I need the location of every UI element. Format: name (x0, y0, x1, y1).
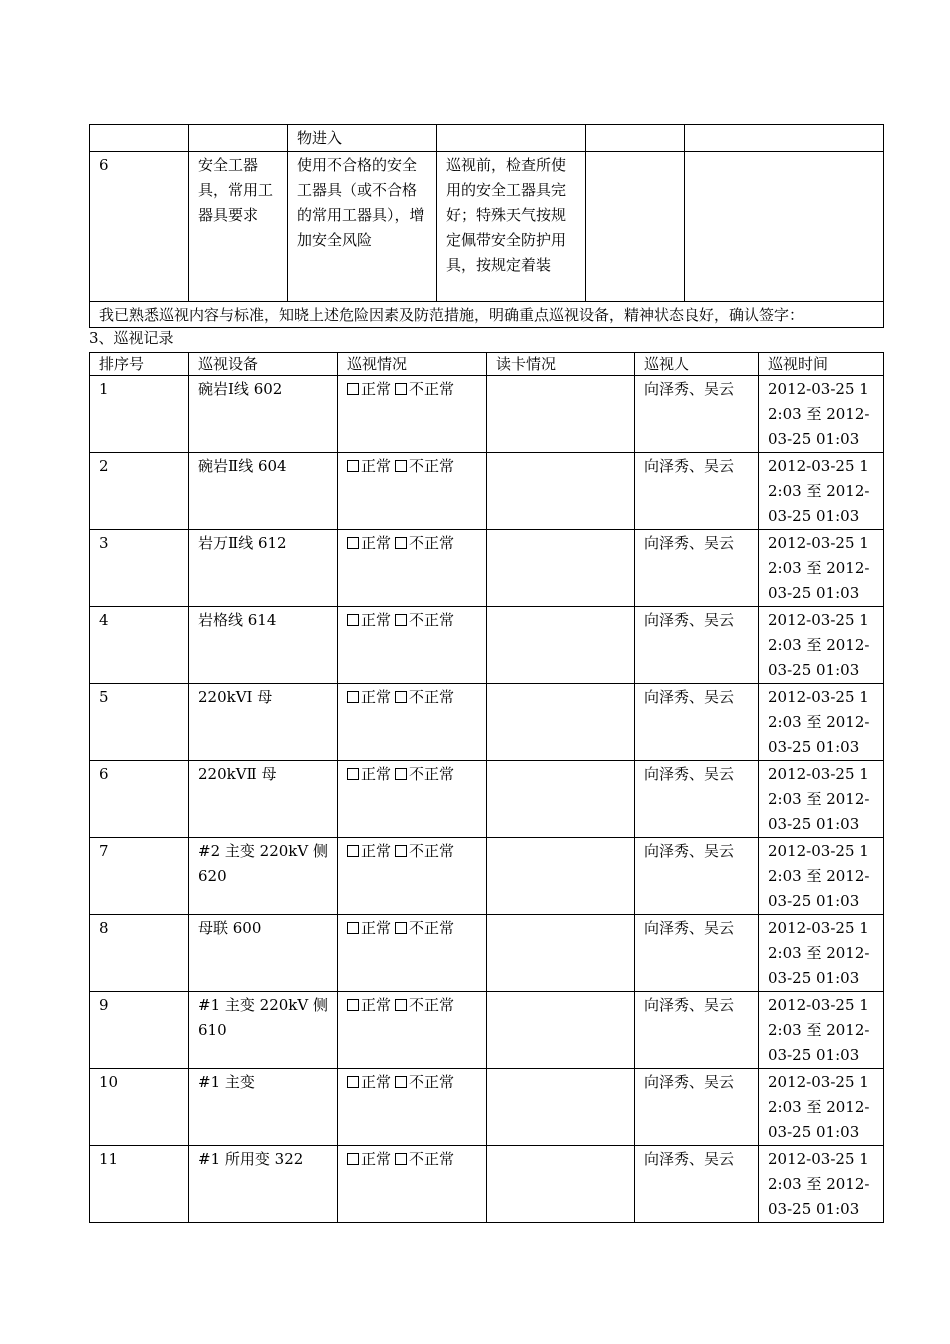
row-card (487, 530, 635, 607)
abnormal-option[interactable] (395, 996, 454, 1014)
row-time: 2012-03-25 12:03 至 2012-03-25 01:03 (759, 838, 884, 915)
normal-option[interactable] (347, 919, 391, 937)
checkbox-icon[interactable] (395, 1153, 407, 1165)
table-row (90, 376, 884, 453)
row-status (338, 376, 487, 453)
checkbox-icon[interactable] (347, 845, 359, 857)
abnormal-option[interactable] (395, 457, 454, 475)
row-inspector: 向泽秀、吴云 (635, 838, 759, 915)
normal-label: 正常 (361, 688, 392, 706)
normal-label: 正常 (361, 996, 392, 1014)
row-card (487, 607, 635, 684)
normal-label: 正常 (361, 611, 392, 629)
row-no: 10 (90, 1069, 189, 1146)
risk-col5 (586, 125, 685, 152)
row-inspector: 向泽秀、吴云 (635, 607, 759, 684)
row-status (338, 992, 487, 1069)
row-card (487, 1146, 635, 1223)
row-card (487, 838, 635, 915)
normal-label: 正常 (361, 919, 392, 937)
row-time: 2012-03-25 12:03 至 2012-03-25 01:03 (759, 1069, 884, 1146)
table-row (90, 607, 884, 684)
normal-label: 正常 (361, 842, 392, 860)
risk-col5 (586, 152, 685, 302)
row-status (338, 530, 487, 607)
row-status (338, 684, 487, 761)
header-no: 排序号 (90, 353, 189, 376)
row-card (487, 453, 635, 530)
risk-item (189, 125, 288, 152)
risk-measure: 巡视前，检查所使用的安全工器具完好；特殊天气按规定佩带安全防护用具，按规定着装 (437, 152, 586, 302)
row-time: 2012-03-25 12:03 至 2012-03-25 01:03 (759, 453, 884, 530)
risk-hazard: 物进入 (288, 125, 437, 152)
row-status (338, 761, 487, 838)
table-row (90, 684, 884, 761)
row-card (487, 992, 635, 1069)
row-device: 岩格线 614 (189, 607, 338, 684)
normal-label: 正常 (361, 534, 392, 552)
row-time: 2012-03-25 12:03 至 2012-03-25 01:03 (759, 915, 884, 992)
normal-option[interactable] (347, 457, 391, 475)
checkbox-icon[interactable] (395, 922, 407, 934)
header-device: 巡视设备 (189, 353, 338, 376)
risk-row (90, 152, 884, 302)
abnormal-label: 不正常 (409, 919, 455, 937)
normal-label: 正常 (361, 765, 392, 783)
normal-label: 正常 (361, 1150, 392, 1168)
abnormal-label: 不正常 (409, 457, 455, 475)
abnormal-label: 不正常 (409, 611, 455, 629)
normal-option[interactable] (347, 996, 391, 1014)
normal-label: 正常 (361, 457, 392, 475)
row-device: 碗岩Ⅰ线 602 (189, 376, 338, 453)
risk-row (90, 125, 884, 152)
row-no: 11 (90, 1146, 189, 1223)
row-no: 6 (90, 761, 189, 838)
abnormal-option[interactable] (395, 1150, 454, 1168)
risk-col6 (685, 152, 884, 302)
row-inspector: 向泽秀、吴云 (635, 684, 759, 761)
row-time: 2012-03-25 12:03 至 2012-03-25 01:03 (759, 1146, 884, 1223)
row-no: 5 (90, 684, 189, 761)
row-time: 2012-03-25 12:03 至 2012-03-25 01:03 (759, 992, 884, 1069)
row-inspector: 向泽秀、吴云 (635, 1069, 759, 1146)
row-card (487, 376, 635, 453)
row-card (487, 915, 635, 992)
abnormal-label: 不正常 (409, 1150, 455, 1168)
abnormal-label: 不正常 (409, 996, 455, 1014)
row-card (487, 761, 635, 838)
normal-option[interactable] (347, 534, 391, 552)
row-device: #2 主变 220kV 侧 620 (189, 838, 338, 915)
row-device: 220kVⅡ 母 (189, 761, 338, 838)
checkbox-icon[interactable] (395, 1076, 407, 1088)
header-time: 巡视时间 (759, 353, 884, 376)
header-row (90, 353, 884, 376)
row-inspector: 向泽秀、吴云 (635, 915, 759, 992)
checkbox-icon[interactable] (347, 537, 359, 549)
statement-row (90, 302, 884, 328)
checkbox-icon[interactable] (347, 1076, 359, 1088)
table-row (90, 453, 884, 530)
normal-label: 正常 (361, 380, 392, 398)
table-row (90, 1146, 884, 1223)
checkbox-icon[interactable] (395, 460, 407, 472)
table-row (90, 1069, 884, 1146)
normal-option[interactable] (347, 688, 391, 706)
row-status (338, 1069, 487, 1146)
abnormal-option[interactable] (395, 842, 454, 860)
abnormal-option[interactable] (395, 1073, 454, 1091)
row-device: 碗岩Ⅱ线 604 (189, 453, 338, 530)
row-device: 岩万Ⅱ线 612 (189, 530, 338, 607)
risk-no: 6 (90, 152, 189, 302)
table-row (90, 915, 884, 992)
table-row (90, 992, 884, 1069)
row-no: 1 (90, 376, 189, 453)
normal-option[interactable] (347, 380, 391, 398)
table-row (90, 761, 884, 838)
confirmation-statement: 我已熟悉巡视内容与标准，知晓上述危险因素及防范措施，明确重点巡视设备，精神状态良好，确认签字： (90, 302, 884, 328)
inspection-record-table (89, 352, 884, 1223)
checkbox-icon[interactable] (347, 614, 359, 626)
row-time: 2012-03-25 12:03 至 2012-03-25 01:03 (759, 607, 884, 684)
abnormal-option[interactable] (395, 919, 454, 937)
checkbox-icon[interactable] (395, 845, 407, 857)
checkbox-icon[interactable] (395, 999, 407, 1011)
row-device: #1 所用变 322 (189, 1146, 338, 1223)
abnormal-label: 不正常 (409, 1073, 455, 1091)
row-time: 2012-03-25 12:03 至 2012-03-25 01:03 (759, 761, 884, 838)
checkbox-icon[interactable] (347, 1153, 359, 1165)
normal-option[interactable] (347, 765, 391, 783)
row-time: 2012-03-25 12:03 至 2012-03-25 01:03 (759, 530, 884, 607)
risk-col6 (685, 125, 884, 152)
row-no: 8 (90, 915, 189, 992)
abnormal-label: 不正常 (409, 380, 455, 398)
checkbox-icon[interactable] (347, 922, 359, 934)
record-body (90, 376, 884, 1223)
section-title: 3、巡视记录 (89, 329, 174, 347)
abnormal-option[interactable] (395, 611, 454, 629)
row-inspector: 向泽秀、吴云 (635, 992, 759, 1069)
row-no: 4 (90, 607, 189, 684)
risk-measure (437, 125, 586, 152)
row-device: 母联 600 (189, 915, 338, 992)
row-inspector: 向泽秀、吴云 (635, 530, 759, 607)
abnormal-option[interactable] (395, 688, 454, 706)
abnormal-option[interactable] (395, 765, 454, 783)
normal-label: 正常 (361, 1073, 392, 1091)
risk-item: 安全工器具，常用工器具要求 (189, 152, 288, 302)
row-no: 2 (90, 453, 189, 530)
row-status (338, 453, 487, 530)
risk-table (89, 124, 884, 328)
row-status (338, 838, 487, 915)
abnormal-option[interactable] (395, 534, 454, 552)
row-card (487, 1069, 635, 1146)
checkbox-icon[interactable] (395, 383, 407, 395)
risk-hazard: 使用不合格的安全工器具（或不合格的常用工器具），增加安全风险 (288, 152, 437, 302)
abnormal-label: 不正常 (409, 842, 455, 860)
row-no: 3 (90, 530, 189, 607)
row-status (338, 607, 487, 684)
header-status: 巡视情况 (338, 353, 487, 376)
checkbox-icon[interactable] (395, 537, 407, 549)
checkbox-icon[interactable] (395, 768, 407, 780)
header-card: 读卡情况 (487, 353, 635, 376)
checkbox-icon[interactable] (395, 614, 407, 626)
table-row (90, 838, 884, 915)
checkbox-icon[interactable] (347, 383, 359, 395)
row-device: #1 主变 220kV 侧 610 (189, 992, 338, 1069)
row-inspector: 向泽秀、吴云 (635, 453, 759, 530)
abnormal-label: 不正常 (409, 534, 455, 552)
row-inspector: 向泽秀、吴云 (635, 761, 759, 838)
row-no: 7 (90, 838, 189, 915)
normal-option[interactable] (347, 1150, 391, 1168)
abnormal-label: 不正常 (409, 765, 455, 783)
table-row (90, 530, 884, 607)
row-inspector: 向泽秀、吴云 (635, 1146, 759, 1223)
checkbox-icon[interactable] (395, 691, 407, 703)
normal-option[interactable] (347, 1073, 391, 1091)
checkbox-icon[interactable] (347, 691, 359, 703)
row-status (338, 1146, 487, 1223)
row-card (487, 684, 635, 761)
abnormal-label: 不正常 (409, 688, 455, 706)
row-time: 2012-03-25 12:03 至 2012-03-25 01:03 (759, 684, 884, 761)
row-device: 220kVⅠ 母 (189, 684, 338, 761)
risk-no (90, 125, 189, 152)
normal-option[interactable] (347, 842, 391, 860)
checkbox-icon[interactable] (347, 768, 359, 780)
checkbox-icon[interactable] (347, 999, 359, 1011)
checkbox-icon[interactable] (347, 460, 359, 472)
row-no: 9 (90, 992, 189, 1069)
row-inspector: 向泽秀、吴云 (635, 376, 759, 453)
row-device: #1 主变 (189, 1069, 338, 1146)
abnormal-option[interactable] (395, 380, 454, 398)
row-time: 2012-03-25 12:03 至 2012-03-25 01:03 (759, 376, 884, 453)
row-status (338, 915, 487, 992)
normal-option[interactable] (347, 611, 391, 629)
header-inspector: 巡视人 (635, 353, 759, 376)
